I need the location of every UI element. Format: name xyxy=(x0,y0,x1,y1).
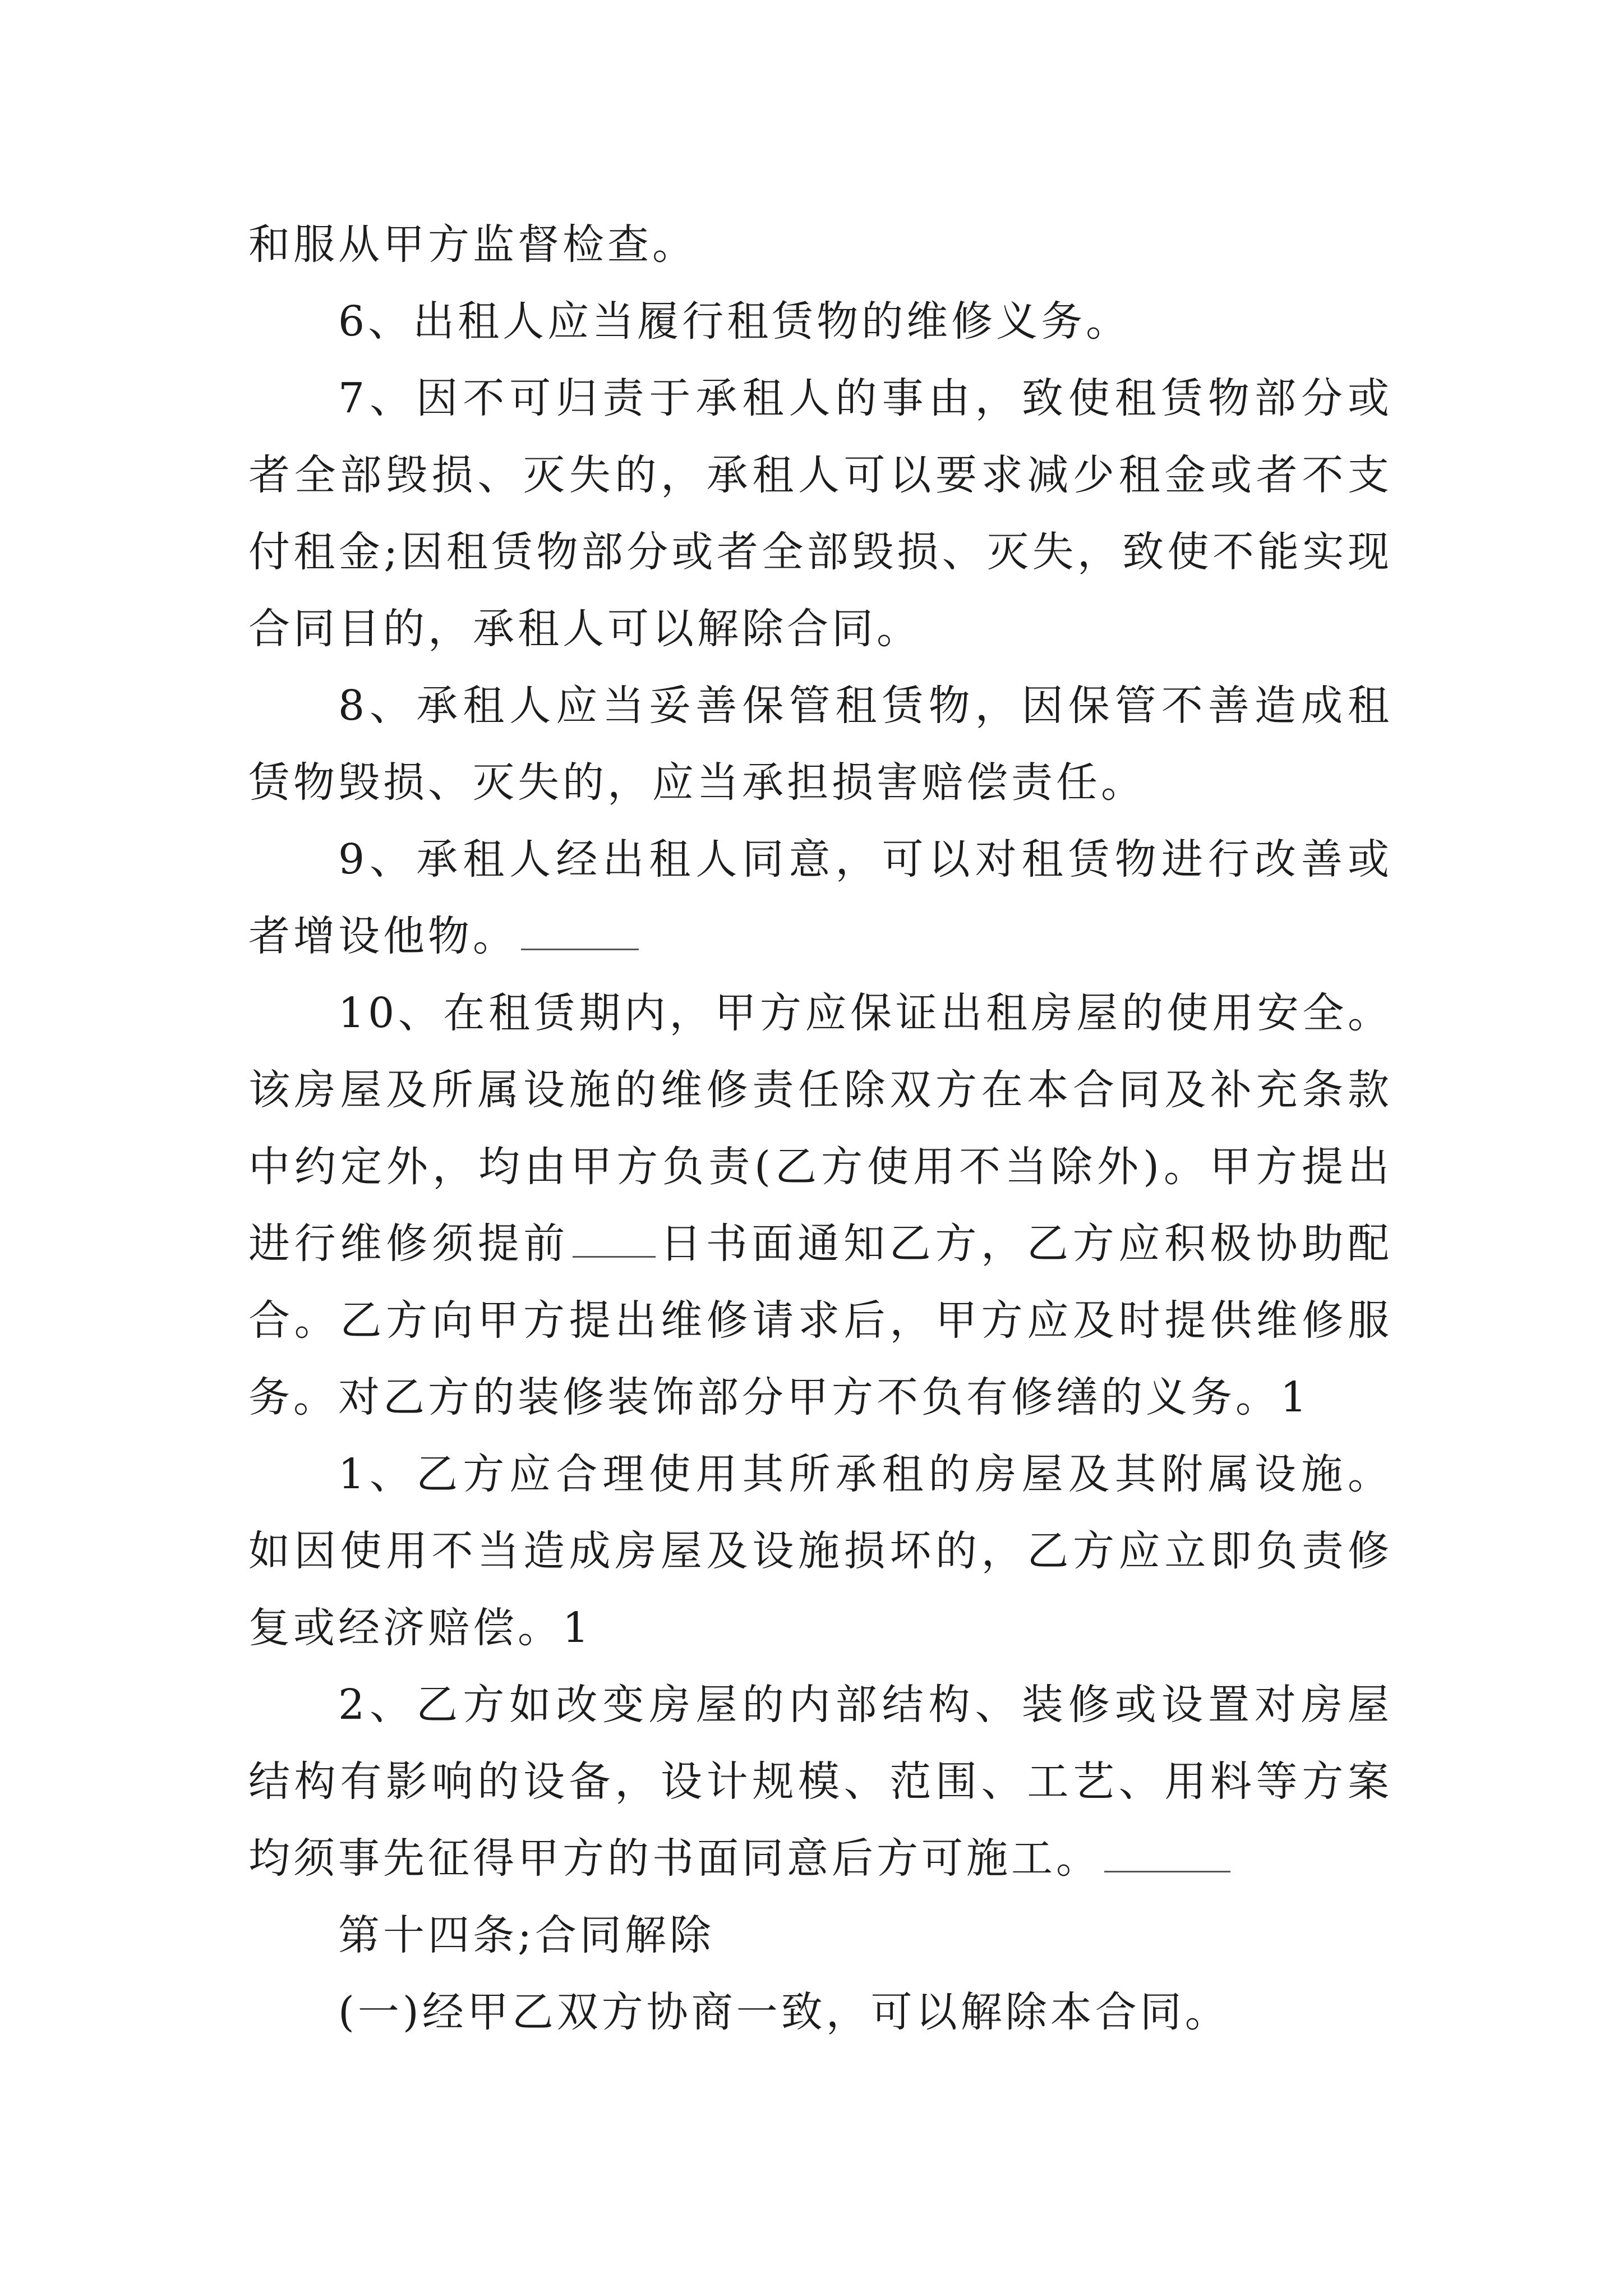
paragraph-item-7 xyxy=(248,360,1393,668)
paragraph-text: 7、因不可归责于承租人的事由，致使租赁物部分或者全部毁损、灭失的，承租人可以要求减少租金或者不支付租金;因租赁物部分或者全部毁损、灭失，致使不能实现合同目的，承租人可以解除合同。 xyxy=(248,374,1393,653)
fill-in-blank xyxy=(521,948,639,950)
paragraph-item-12 xyxy=(248,1667,1393,1897)
paragraph-text: 1、乙方应合理使用其所承租的房屋及其附属设施。如因使用不当造成房屋及设施损坏的，乙方应立即负责修复或经济赔偿。1 xyxy=(248,1450,1393,1652)
paragraph-text: 10、在租赁期内，甲方应保证出租房屋的使用安全。该房屋及所属设施的维修责任除双方在本合同及补充条款中约定外，均由甲方负责(乙方使用不当除外)。甲方提出进行维修须提前 xyxy=(248,989,1393,1268)
paragraph-text: 6、出租人应当履行租赁物的维修义务。 xyxy=(338,297,1131,346)
paragraph-clause-1 xyxy=(248,1974,1393,2051)
fill-in-blank xyxy=(1104,1870,1230,1872)
section-heading-text: 第十四条;合同解除 xyxy=(338,1911,714,1959)
paragraph-text: 8、承租人应当妥善保管租赁物，因保管不善造成租赁物毁损、灭失的，应当承担损害赔偿责任。 xyxy=(248,682,1393,807)
fill-in-blank xyxy=(573,1255,656,1258)
paragraph-item-8 xyxy=(248,668,1393,821)
paragraph-item-10 xyxy=(248,975,1393,1436)
paragraph-text: 9、承租人经出租人同意，可以对租赁物进行改善或者增设他物。 xyxy=(248,835,1393,960)
paragraph-text: (一)经甲乙双方协商一致，可以解除本合同。 xyxy=(338,1988,1230,2036)
paragraph-text: 2、乙方如改变房屋的内部结构、装修或设置对房屋结构有影响的设备，设计规模、范围、工艺、用料等方案均须事先征得甲方的书面同意后方可施工。 xyxy=(248,1681,1393,1883)
paragraph-continuation xyxy=(248,206,1393,283)
paragraph-text: 日书面通知乙方，乙方应积极协助配合。乙方向甲方提出维修请求后，甲方应及时提供维修服务。对乙方的装修装饰部分甲方不负有修缮的义务。1 xyxy=(248,1220,1393,1421)
section-heading xyxy=(248,1897,1393,1974)
paragraph-item-9 xyxy=(248,821,1393,975)
paragraph-text: 和服从甲方监督检查。 xyxy=(248,220,697,269)
document-body xyxy=(248,206,1393,2051)
paragraph-item-6 xyxy=(248,283,1393,360)
paragraph-item-11 xyxy=(248,1436,1393,1667)
